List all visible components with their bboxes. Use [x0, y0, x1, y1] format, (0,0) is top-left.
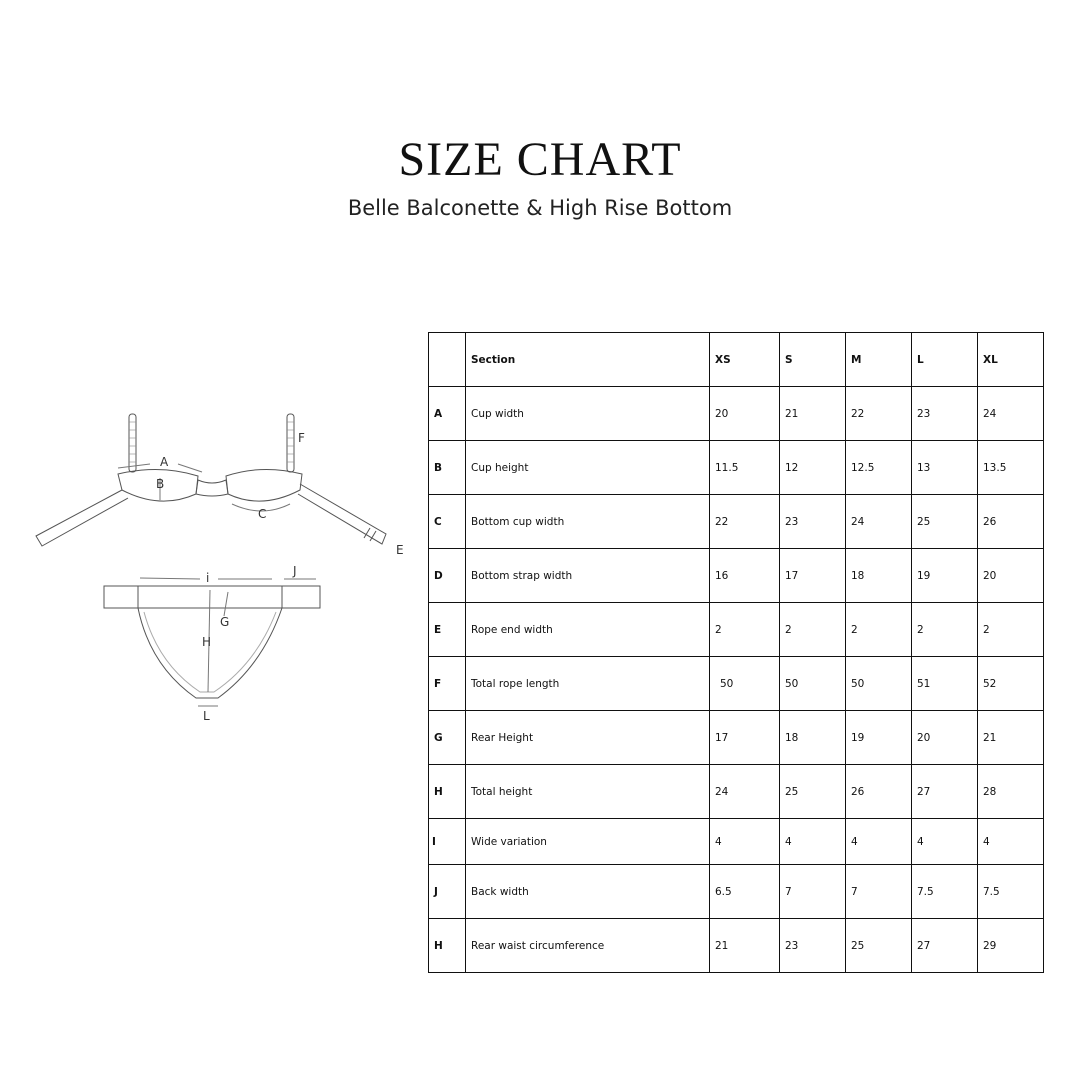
header-key [429, 333, 466, 387]
cell-xs: 4 [710, 819, 780, 865]
label-l: L [203, 709, 210, 723]
cell-m: 7 [846, 865, 912, 919]
row-section: Bottom strap width [466, 549, 710, 603]
row-section: Rope end width [466, 603, 710, 657]
cell-s: 25 [780, 765, 846, 819]
row-section: Rear Height [466, 711, 710, 765]
cell-m: 26 [846, 765, 912, 819]
cell-m: 24 [846, 495, 912, 549]
label-c: C [258, 507, 267, 521]
label-a: A [160, 455, 169, 469]
cell-xl: 28 [978, 765, 1044, 819]
cell-xs: 17 [710, 711, 780, 765]
cell-xl: 29 [978, 919, 1044, 973]
cell-xs: 20 [710, 387, 780, 441]
row-key: C [429, 495, 466, 549]
cell-l: 27 [912, 765, 978, 819]
row-section: Total rope length [466, 657, 710, 711]
cell-m: 19 [846, 711, 912, 765]
bikini-illustration [0, 380, 420, 740]
cell-s: 2 [780, 603, 846, 657]
size-table [428, 332, 1044, 973]
table-row [429, 711, 1044, 765]
cell-xl: 20 [978, 549, 1044, 603]
table-row [429, 865, 1044, 919]
cell-l: 13 [912, 441, 978, 495]
table-row [429, 495, 1044, 549]
cell-l: 23 [912, 387, 978, 441]
cell-m: 50 [846, 657, 912, 711]
table-row [429, 765, 1044, 819]
left-strap [129, 414, 136, 472]
cell-l: 7.5 [912, 865, 978, 919]
cell-m: 22 [846, 387, 912, 441]
cell-s: 23 [780, 495, 846, 549]
cell-xs: 2 [710, 603, 780, 657]
table-header-row [429, 333, 1044, 387]
page-title: SIZE CHART [398, 133, 682, 187]
cell-s: 7 [780, 865, 846, 919]
header-m: M [846, 333, 912, 387]
row-key: A [429, 387, 466, 441]
cell-s: 50 [780, 657, 846, 711]
cell-s: 12 [780, 441, 846, 495]
bottom-brief [138, 608, 282, 698]
cell-xl: 7.5 [978, 865, 1044, 919]
cell-l: 25 [912, 495, 978, 549]
cell-l: 27 [912, 919, 978, 973]
cell-xs: 22 [710, 495, 780, 549]
table-row [429, 549, 1044, 603]
table-row [429, 819, 1044, 865]
header-section: Section [466, 333, 710, 387]
cell-xl: 26 [978, 495, 1044, 549]
header-xs: XS [710, 333, 780, 387]
row-section: Cup width [466, 387, 710, 441]
page-subtitle: Belle Balconette & High Rise Bottom [347, 196, 733, 220]
cell-m: 2 [846, 603, 912, 657]
label-j: J [293, 564, 297, 578]
table-row [429, 603, 1044, 657]
row-key: G [429, 711, 466, 765]
label-g: G [220, 615, 230, 629]
header-l: L [912, 333, 978, 387]
table-row [429, 441, 1044, 495]
row-key: B [429, 441, 466, 495]
cell-m: 4 [846, 819, 912, 865]
cell-xl: 2 [978, 603, 1044, 657]
cell-s: 4 [780, 819, 846, 865]
cell-xl: 24 [978, 387, 1044, 441]
row-section: Back width [466, 865, 710, 919]
cell-s: 18 [780, 711, 846, 765]
cell-l: 19 [912, 549, 978, 603]
cell-xl: 4 [978, 819, 1044, 865]
cell-xs: 21 [710, 919, 780, 973]
cell-s: 17 [780, 549, 846, 603]
cell-xs: 6.5 [710, 865, 780, 919]
label-e: E [396, 543, 404, 557]
row-section: Total height [466, 765, 710, 819]
row-section: Rear waist circumference [466, 919, 710, 973]
header-xl: XL [978, 333, 1044, 387]
row-key: J [429, 865, 466, 919]
label-i: i [206, 571, 210, 585]
row-key: H [429, 765, 466, 819]
cell-xl: 52 [978, 657, 1044, 711]
cell-xs: 50 [710, 657, 780, 711]
table-row [429, 919, 1044, 973]
bottom-waistband [104, 586, 320, 608]
right-strap [287, 414, 294, 472]
label-h: H [202, 635, 212, 649]
bikini-diagram [0, 380, 420, 740]
table-row [429, 657, 1044, 711]
cell-m: 18 [846, 549, 912, 603]
cell-s: 23 [780, 919, 846, 973]
cell-xl: 13.5 [978, 441, 1044, 495]
cell-m: 12.5 [846, 441, 912, 495]
row-section: Bottom cup width [466, 495, 710, 549]
row-key: I [429, 819, 466, 865]
cell-l: 4 [912, 819, 978, 865]
cell-xl: 21 [978, 711, 1044, 765]
cell-s: 21 [780, 387, 846, 441]
row-key: E [429, 603, 466, 657]
cell-l: 2 [912, 603, 978, 657]
cell-l: 51 [912, 657, 978, 711]
right-cup [226, 469, 302, 501]
cell-m: 25 [846, 919, 912, 973]
cell-xs: 16 [710, 549, 780, 603]
cell-l: 20 [912, 711, 978, 765]
row-section: Cup height [466, 441, 710, 495]
row-key: F [429, 657, 466, 711]
label-f: F [298, 431, 305, 445]
cell-xs: 11.5 [710, 441, 780, 495]
cell-xs: 24 [710, 765, 780, 819]
header-s: S [780, 333, 846, 387]
row-key: D [429, 549, 466, 603]
table-row [429, 387, 1044, 441]
row-section: Wide variation [466, 819, 710, 865]
row-key: H [429, 919, 466, 973]
label-b: B [156, 477, 165, 491]
